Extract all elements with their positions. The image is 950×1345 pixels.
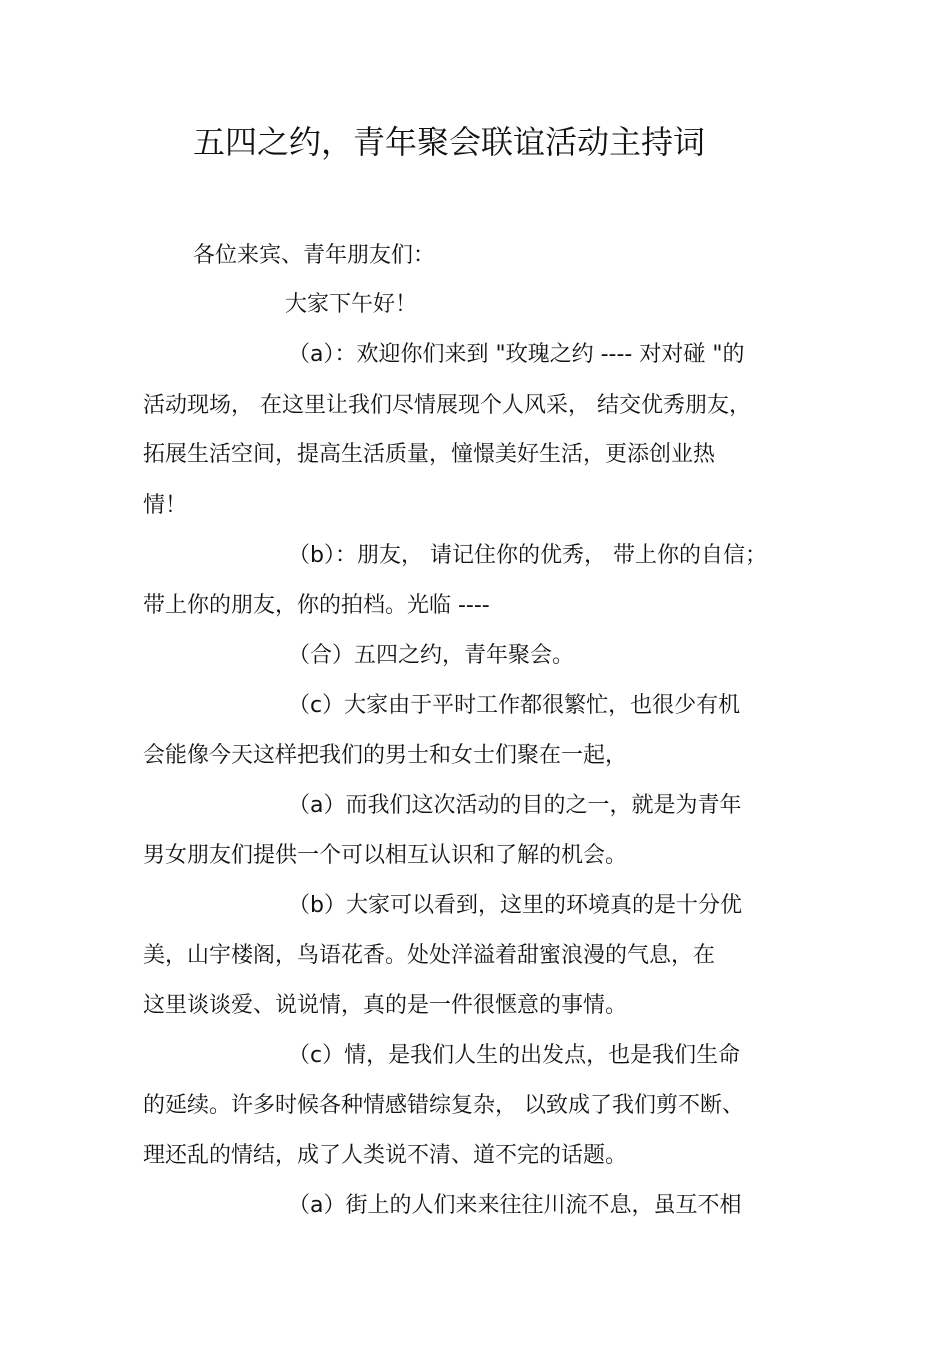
paragraph-line: 这里谈谈爱、说说情，真的是一件很惬意的事情。 — [143, 993, 628, 1018]
paragraph-line: 男女朋友们提供一个可以相互认识和了解的机会。 — [143, 843, 628, 868]
paragraph-line: （b）：朋友， 请记住你的优秀， 带上你的自信； — [288, 543, 767, 568]
paragraph-line: 理还乱的情结，成了人类说不清、道不完的话题。 — [143, 1143, 628, 1168]
paragraph-line: （c）大家由于平时工作都很繁忙，也很少有机 — [288, 693, 741, 718]
paragraph-line: 活动现场， 在这里让我们尽情展现个人风采， 结交优秀朋友， — [143, 393, 751, 418]
paragraph-line: 的延续。许多时候各种情感错综复杂， 以致成了我们剪不断、 — [143, 1093, 744, 1118]
paragraph-line: 会能像今天这样把我们的男士和女士们聚在一起， — [143, 743, 628, 768]
paragraph-line: 美，山宇楼阁，鸟语花香。处处洋溢着甜蜜浪漫的气息，在 — [143, 943, 716, 968]
paragraph-line: 带上你的朋友，你的拍档。光临 ---- — [143, 593, 490, 618]
paragraph-line: 大家下午好！ — [285, 292, 418, 317]
paragraph-line: （b）大家可以看到，这里的环境真的是十分优 — [288, 893, 742, 918]
paragraph-line: （c）情，是我们人生的出发点，也是我们生命 — [288, 1043, 741, 1068]
document-title: 五四之约，青年聚会联谊活动主持词 — [193, 123, 706, 161]
greeting-line: 各位来宾、青年朋友们： — [193, 243, 436, 268]
paragraph-line: （a）：欢迎你们来到 "玫瑰之约 ---- 对对碰 "的 — [288, 342, 745, 367]
paragraph-line: 拓展生活空间，提高生活质量，憧憬美好生活，更添创业热 — [143, 442, 716, 467]
paragraph-line: （a）街上的人们来来往往川流不息，虽互不相 — [288, 1193, 742, 1218]
paragraph-line: （合）五四之约，青年聚会。 — [288, 643, 575, 668]
paragraph-line: 情！ — [143, 493, 188, 518]
paragraph-line: （a）而我们这次活动的目的之一，就是为青年 — [288, 793, 742, 818]
